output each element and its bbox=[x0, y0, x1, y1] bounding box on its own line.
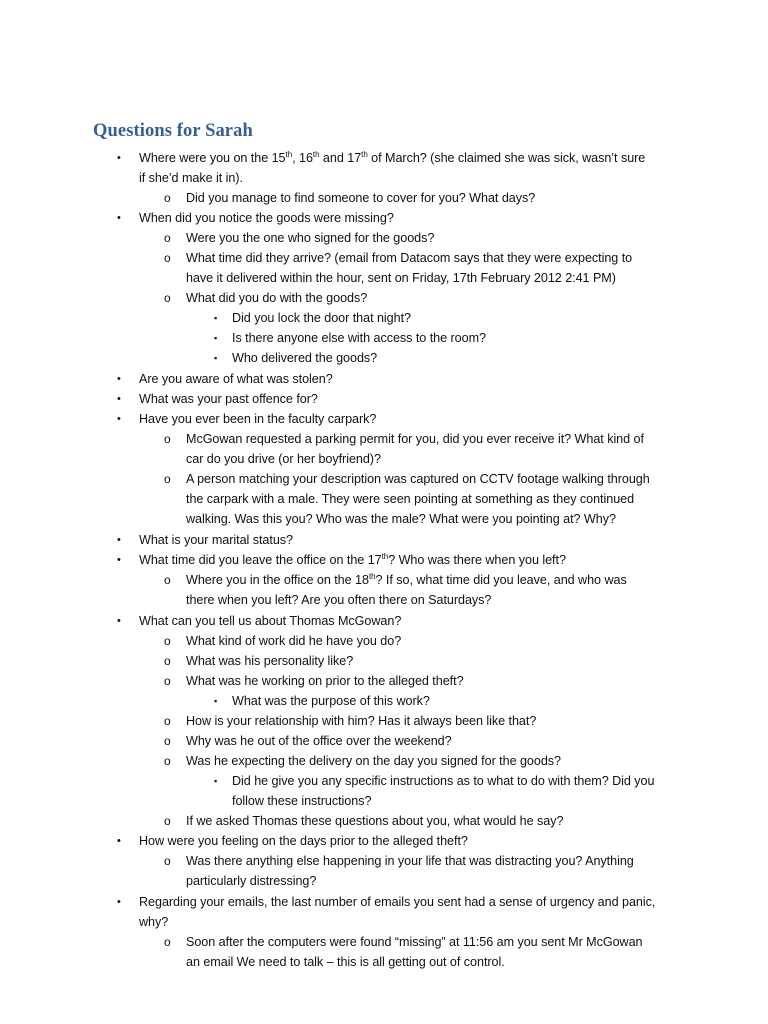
list-item-text: What was the purpose of this work? bbox=[232, 694, 430, 708]
circle-bullet-icon: o bbox=[164, 935, 171, 949]
list-item-text: How were you feeling on the days prior to the alleged theft? bbox=[139, 834, 468, 848]
list-item-text: follow these instructions? bbox=[232, 794, 372, 808]
list-item bbox=[139, 168, 243, 188]
bullet-icon: • bbox=[117, 534, 121, 546]
list-item-text: Why was he out of the office over the weekend? bbox=[186, 734, 452, 748]
list-item bbox=[164, 570, 627, 590]
list-item bbox=[214, 348, 378, 368]
square-bullet-icon: ▪ bbox=[214, 696, 218, 706]
list-item-text: McGowan requested a parking permit for you, did you ever receive it? What kind of bbox=[186, 432, 644, 446]
list-item-text: Where you in the office on the 18th? If so, what time did you leave, and who was bbox=[186, 572, 627, 587]
list-item-text: Was he expecting the delivery on the day you signed for the goods? bbox=[186, 754, 561, 768]
list-item-text: Did you manage to find someone to cover for you? What days? bbox=[186, 191, 536, 205]
list-item bbox=[164, 429, 644, 449]
list-item-text: When did you notice the goods were missing? bbox=[139, 211, 394, 225]
circle-bullet-icon: o bbox=[164, 191, 171, 205]
list-item-text: What is your marital status? bbox=[139, 533, 293, 547]
bullet-icon: • bbox=[117, 393, 121, 405]
list-item-text: Are you aware of what was stolen? bbox=[139, 372, 333, 386]
list-item-text: What was his personality like? bbox=[186, 654, 354, 668]
list-item-text: an email We need to talk – this is all getting out of control. bbox=[186, 955, 505, 969]
circle-bullet-icon: o bbox=[164, 251, 171, 265]
list-item-text: Have you ever been in the faculty carpark? bbox=[139, 412, 377, 426]
list-item-text: A person matching your description was captured on CCTV footage walking through bbox=[186, 472, 650, 486]
list-item bbox=[164, 228, 435, 248]
circle-bullet-icon: o bbox=[164, 432, 171, 446]
square-bullet-icon: ▪ bbox=[214, 313, 218, 323]
list-item bbox=[164, 851, 634, 871]
circle-bullet-icon: o bbox=[164, 654, 171, 668]
list-item bbox=[164, 671, 464, 691]
list-item-text: Where were you on the 15th, 16th and 17th of March? (she claimed she was sick, wasn’t sure bbox=[139, 150, 646, 165]
list-item-text: have it delivered within the hour, sent on Friday, 17th February 2012 2:41 PM) bbox=[186, 271, 616, 285]
list-item bbox=[117, 550, 566, 570]
list-item-text: there when you left? Are you often there on Saturdays? bbox=[186, 593, 492, 607]
circle-bullet-icon: o bbox=[164, 674, 171, 688]
list-item-text: why? bbox=[139, 915, 169, 929]
list-item bbox=[117, 892, 656, 912]
circle-bullet-icon: o bbox=[164, 734, 171, 748]
list-item bbox=[117, 148, 646, 168]
list-item bbox=[186, 590, 491, 610]
list-item bbox=[164, 731, 452, 751]
list-item-text: car do you drive (or her boyfriend)? bbox=[186, 452, 381, 466]
bullet-icon: • bbox=[117, 896, 121, 908]
list-item-text: Is there anyone else with access to the room? bbox=[232, 331, 486, 345]
list-item bbox=[186, 509, 616, 529]
list-item bbox=[117, 208, 394, 228]
list-item-text: Was there anything else happening in your life that was distracting you? Anything bbox=[186, 854, 634, 868]
list-item bbox=[164, 932, 643, 952]
circle-bullet-icon: o bbox=[164, 854, 171, 868]
list-item-text: What did you do with the goods? bbox=[186, 291, 368, 305]
list-item-text: What can you tell us about Thomas McGowan? bbox=[139, 614, 402, 628]
list-item bbox=[164, 248, 633, 268]
bullet-icon: • bbox=[117, 615, 121, 627]
list-item bbox=[117, 409, 377, 429]
list-item bbox=[164, 651, 354, 671]
square-bullet-icon: ▪ bbox=[214, 333, 218, 343]
bullet-icon: • bbox=[117, 152, 121, 164]
list-item-text: Regarding your emails, the last number of emails you sent had a sense of urgency and panic, bbox=[139, 895, 656, 909]
list-item bbox=[186, 449, 381, 469]
list-item-text: What was he working on prior to the alleged theft? bbox=[186, 674, 464, 688]
page-title: Questions for Sarah bbox=[93, 121, 253, 141]
list-item bbox=[164, 711, 537, 731]
list-item bbox=[186, 952, 505, 972]
bullet-icon: • bbox=[117, 554, 121, 566]
list-item-text: particularly distressing? bbox=[186, 874, 317, 888]
list-item-text: Who delivered the goods? bbox=[232, 351, 378, 365]
bullet-icon: • bbox=[117, 413, 121, 425]
circle-bullet-icon: o bbox=[164, 291, 171, 305]
circle-bullet-icon: o bbox=[164, 714, 171, 728]
circle-bullet-icon: o bbox=[164, 231, 171, 245]
list-item-text: if she’d make it in). bbox=[139, 171, 243, 185]
list-item bbox=[139, 912, 168, 932]
list-item-text: the carpark with a male. They were seen pointing at something as they continued bbox=[186, 492, 635, 506]
list-item bbox=[186, 871, 316, 891]
list-item bbox=[164, 188, 536, 208]
list-item-text: How is your relationship with him? Has it always been like that? bbox=[186, 714, 537, 728]
list-item-text: Did he give you any specific instructions as to what to do with them? Did you bbox=[232, 774, 655, 788]
circle-bullet-icon: o bbox=[164, 634, 171, 648]
list-item bbox=[214, 691, 430, 711]
list-item bbox=[186, 268, 616, 288]
square-bullet-icon: ▪ bbox=[214, 353, 218, 363]
list-item-text: What kind of work did he have you do? bbox=[186, 634, 402, 648]
bullet-icon: • bbox=[117, 373, 121, 385]
list-item-text: If we asked Thomas these questions about you, what would he say? bbox=[186, 814, 564, 828]
list-item bbox=[164, 751, 561, 771]
list-item bbox=[164, 811, 564, 831]
list-item bbox=[117, 530, 293, 550]
circle-bullet-icon: o bbox=[164, 754, 171, 768]
list-item-text: What was your past offence for? bbox=[139, 392, 318, 406]
list-item bbox=[117, 389, 318, 409]
list-item bbox=[117, 611, 402, 631]
list-item bbox=[117, 831, 468, 851]
list-item-text: Were you the one who signed for the goods? bbox=[186, 231, 435, 245]
circle-bullet-icon: o bbox=[164, 814, 171, 828]
circle-bullet-icon: o bbox=[164, 472, 171, 486]
list-item bbox=[232, 791, 371, 811]
list-item bbox=[164, 631, 402, 651]
list-item-text: walking. Was this you? Who was the male? What were you pointing at? Why? bbox=[186, 512, 616, 526]
list-item bbox=[214, 328, 486, 348]
list-item bbox=[164, 469, 650, 489]
list-item-text: Soon after the computers were found “missing” at 11:56 am you sent Mr McGowan bbox=[186, 935, 643, 949]
list-item bbox=[117, 369, 333, 389]
list-item-text: What time did you leave the office on the 17th? Who was there when you left? bbox=[139, 552, 566, 567]
bullet-icon: • bbox=[117, 835, 121, 847]
list-item-text: Did you lock the door that night? bbox=[232, 311, 411, 325]
list-item bbox=[214, 771, 655, 791]
list-item bbox=[214, 308, 411, 328]
list-item-text: What time did they arrive? (email from Datacom says that they were expecting to bbox=[186, 251, 633, 265]
circle-bullet-icon: o bbox=[164, 573, 171, 587]
list-item bbox=[164, 288, 368, 308]
square-bullet-icon: ▪ bbox=[214, 776, 218, 786]
bullet-icon: • bbox=[117, 212, 121, 224]
list-item bbox=[186, 489, 634, 509]
